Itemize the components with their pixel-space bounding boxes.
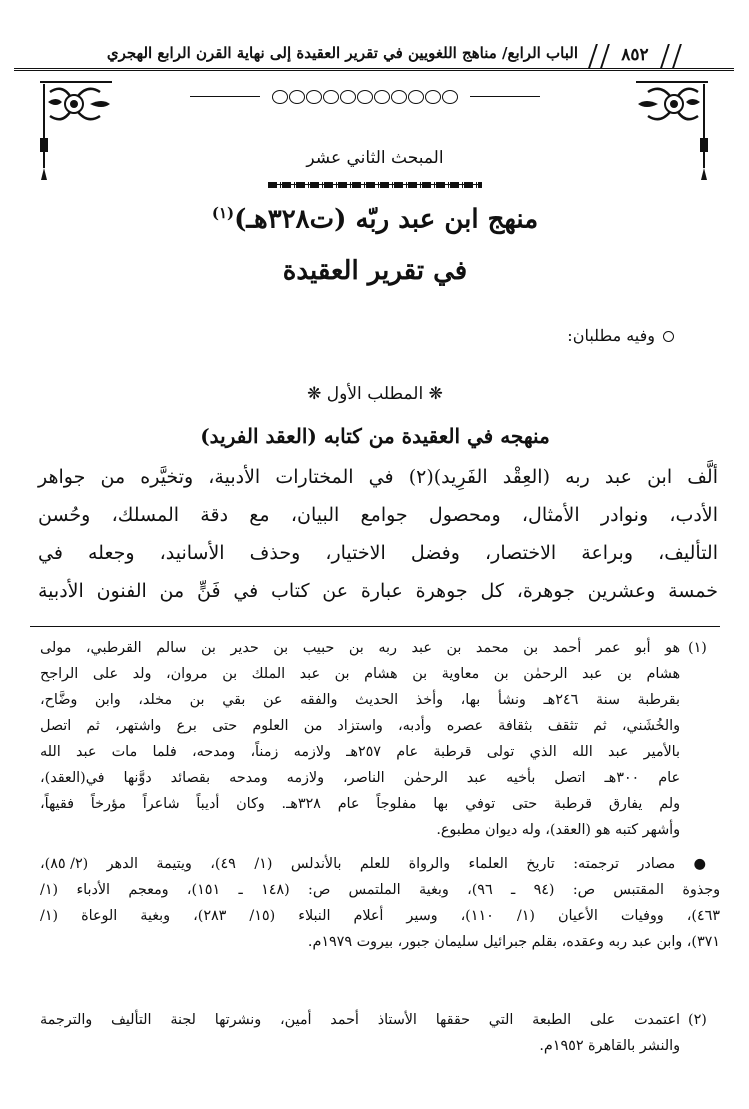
subsection-label: ❋ المطلب الأول ❋ xyxy=(307,384,443,404)
subsection-title: منهجه في العقيدة من كتابه (العقد الفريد) xyxy=(200,424,550,448)
footnote-line: ٣٧١)، وابن عبد ربه وعقده، بقلم جبرائيل سليمان جبور، بيروت ١٩٧٩م. xyxy=(307,934,720,950)
running-title: الباب الرابع/ مناهج اللغويين في تقرير العقيدة إلى نهاية القرن الرابع الهجري xyxy=(106,44,578,62)
dashed-rule xyxy=(268,182,482,188)
footnote-line: اعتمدت على الطبعة التي حققها الأستاذ أحمد أمين، ونشرتها لجنة التأليف والترجمة xyxy=(40,1012,680,1028)
footnote-line: وأشهر كتبه هو (العقد)، وله ديوان مطبوع. xyxy=(436,822,680,838)
footnote-line: هو أبو عمر أحمد بن محمد بن عبد ربه بن حبيب بن حدير بن سالم القرطبي، مولى xyxy=(40,640,680,656)
body-line: الأدب، ونوادر الأمثال، ومحصول جوامع البيان، مع دقة المسلك، وحُسن xyxy=(38,504,718,526)
section-title-text: منهج ابن عبد ربّه (ت٣٢٨هـ) xyxy=(234,204,539,235)
footnote-line: وجذوة المقتبس ص: (٩٤ ـ ٩٦)، وبغية الملتمس ص: (١٤٨ ـ ١٥١)، ومعجم الأدباء (١/ xyxy=(40,882,720,898)
body-line: التأليف، وبراعة الاختصار، وفضل الاختيار، وحذف الأسانيد، وجعله في xyxy=(38,542,718,564)
footnote-line: ولم يفارق قرطبة حتى توفي بها مفلوجاً عام ٣٢٨هـ. وكان أديباً شاعراً مؤرخاً فقيهاً، xyxy=(40,796,681,812)
section-title-line2: في تقرير العقيدة xyxy=(282,256,468,286)
footnote-number: (٢) xyxy=(688,1012,707,1028)
footnote-line: ● مصادر ترجمته: تاريخ العلماء والرواة للعلم بالأندلس (١/ ٤٩)، ويتيمة الدهر (٢/ ٨٥)، xyxy=(40,856,720,872)
footnote-line: هشام بن عبد الرحمٰن بن معاوية بن هشام بن عبد الملك بن مروان، ولد على الراجح xyxy=(40,666,680,682)
body-line: خمسة وعشرين جوهرة، كل جوهرة عبارة عن كتاب في فَنٍّ من الفنون الأدبية xyxy=(38,580,718,602)
floral-ornament-left-icon xyxy=(36,78,116,188)
chapter-label: المبحث الثاني عشر xyxy=(306,148,444,168)
page-number xyxy=(588,42,682,68)
footnote-line: والخُشَني، ثم تثقف بثقافة عصره وأدبه، واستزاد من العلوم حتى برع واشتهر، ثم اتصل xyxy=(40,718,680,734)
footnote-line: بالأمير عبد الله الذي تولى قرطبة عام ٢٥٧هـ ولازمه زمناً، ومدحه، فلما مات عبد الله xyxy=(40,744,681,760)
ring-chain-ornament xyxy=(250,88,480,106)
body-line: ألَّف ابن عبد ربه (العِقْد الفَرِيد)(٢) في المختارات الأدبية، وتخيَّره من جواهر xyxy=(38,466,718,488)
footnote-ref-1: (١) xyxy=(211,204,235,222)
footnote-rule xyxy=(30,626,720,627)
intro-line xyxy=(380,326,674,345)
intro-text: وفيه مطلبان: xyxy=(567,326,655,345)
header-rule xyxy=(14,68,734,71)
floral-ornament-right-icon xyxy=(632,78,712,188)
footnote-line: بقرطبة سنة ٢٤٦هـ ونشأ بها، وأخذ الحديث والفقه عن بقي بن مخلد، وابن وضَّاح، xyxy=(40,692,680,708)
circle-bullet-icon xyxy=(663,331,674,342)
footnote-line: عام ٣٠٠هـ اتصل بأخيه عبد الرحمٰن الناصر، ولازمه ومدحه بقصائد دوَّنها في(العقد)، xyxy=(40,770,680,786)
page-number-text: ٨٥٢ xyxy=(621,45,649,65)
footnote-line: والنشر بالقاهرة ١٩٥٢م. xyxy=(539,1038,680,1054)
footnote-number: (١) xyxy=(688,640,707,656)
footnote-line: ٤٦٣)، ووفيات الأعيان (١/ ١١٠)، وسير أعلام النبلاء (١٥/ ٢٨٣)، وبغية الوعاة (١/ xyxy=(40,908,720,924)
section-title-line1 xyxy=(150,204,600,235)
